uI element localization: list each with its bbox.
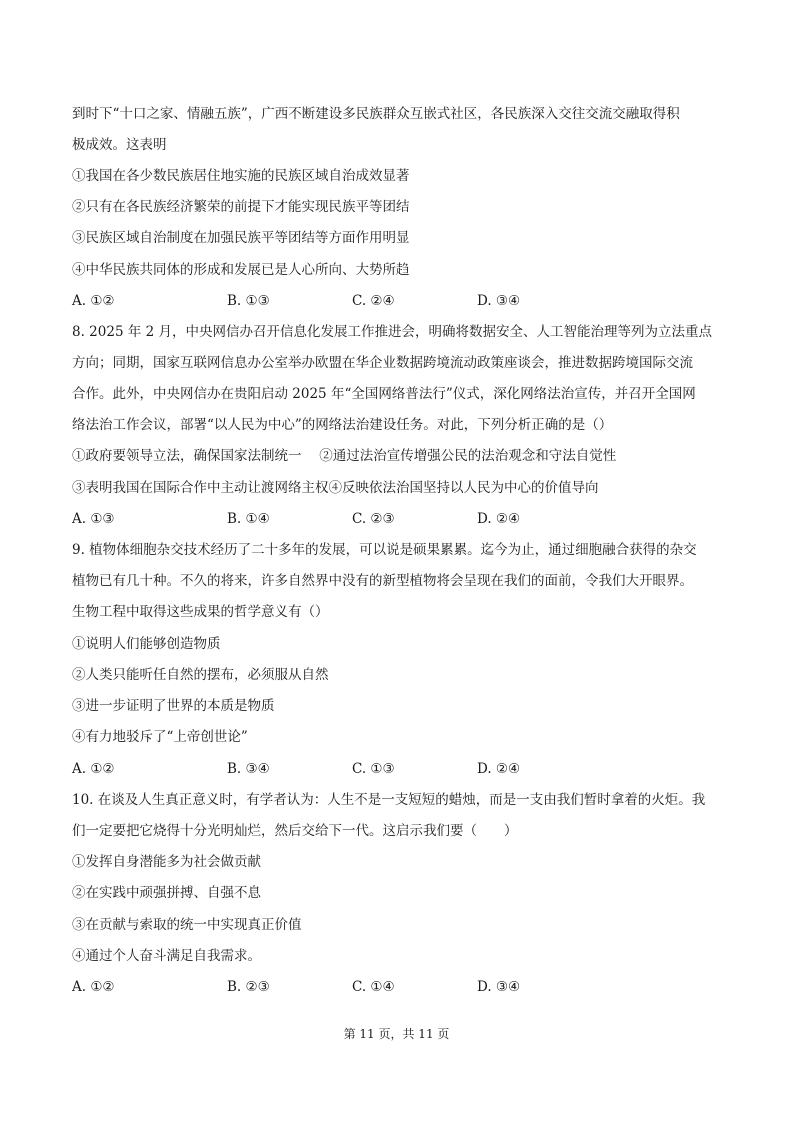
question-8-stem-line: 8. 2025 年 2 月，中央网信办召开信息化发展工作推进会，明确将数据安全、人工智能治理等列为立法重点 bbox=[72, 324, 712, 340]
question-9-stem-line: 9. 植物体细胞杂交技术经历了二十多年的发展，可以说是硕果累累。迄今为止，通过细胞融合获得的杂交 bbox=[72, 542, 697, 558]
question-8-statements-3-4: ③表明我国在国际合作中主动让渡网络主权④反映依法治国坚持以人民为中心的价值导向 bbox=[72, 480, 599, 496]
question-7-statement-3: ③民族区域自治制度在加强民族平等团结等方面作用明显 bbox=[72, 230, 410, 246]
question-9-options bbox=[72, 759, 732, 779]
document-page bbox=[72, 0, 732, 1123]
option-c: C. ①④ bbox=[352, 979, 395, 995]
question-10-options bbox=[72, 977, 732, 997]
option-d: D. ③④ bbox=[477, 979, 521, 995]
page-footer: 第 11 页，共 11 页 bbox=[343, 1027, 450, 1041]
question-8-options bbox=[72, 509, 732, 529]
option-b: B. ①④ bbox=[227, 511, 270, 527]
option-c: C. ②③ bbox=[352, 511, 395, 527]
question-8-stem-line: 络法治工作会议，部署“以人民为中心”的网络法治建设任务。对此，下列分析正确的是（） bbox=[72, 417, 613, 433]
question-9-stem-line: 植物已有几十种。不久的将来，许多自然界中没有的新型植物将会呈现在我们的面前，令我们大开眼界。 bbox=[72, 573, 693, 589]
option-b: B. ②③ bbox=[227, 979, 270, 995]
question-9-stem-line: 生物工程中取得这些成果的哲学意义有（） bbox=[72, 604, 329, 620]
option-c: C. ①③ bbox=[352, 761, 395, 777]
question-10-statement-1: ①发挥自身潜能多为社会做贡献 bbox=[72, 854, 261, 870]
option-d: D. ②④ bbox=[477, 761, 521, 777]
option-b: B. ③④ bbox=[227, 761, 270, 777]
question-8-statements-1-2: ①政府要领导立法，确保国家法制统一 ②通过法治宣传增强公民的法治观念和守法自觉性 bbox=[72, 448, 617, 464]
question-10-statement-4: ④通过个人奋斗满足自我需求。 bbox=[72, 948, 261, 964]
option-a: A. ①③ bbox=[72, 511, 115, 527]
question-7-stem-line: 到时下“十口之家、情融五族”，广西不断建设多民族群众互嵌式社区，各民族深入交往交流交融取得积 bbox=[72, 106, 680, 122]
option-a: A. ①② bbox=[72, 979, 115, 995]
question-7-statement-2: ②只有在各民族经济繁荣的前提下才能实现民族平等团结 bbox=[72, 199, 410, 215]
question-9-statement-4: ④有力地驳斥了“上帝创世论” bbox=[72, 729, 248, 745]
question-10-statement-3: ③在贡献与索取的统一中实现真正价值 bbox=[72, 917, 302, 933]
question-10-statement-2: ②在实践中顽强拼搏、自强不息 bbox=[72, 885, 261, 901]
option-a: A. ①② bbox=[72, 761, 115, 777]
option-d: D. ②④ bbox=[477, 511, 521, 527]
option-a: A. ①② bbox=[72, 293, 115, 309]
question-7-statement-1: ①我国在各少数民族居住地实施的民族区域自治成效显著 bbox=[72, 168, 410, 184]
question-10-stem-line: 10. 在谈及人生真正意义时，有学者认为：人生不是一支短短的蜡烛，而是一支由我们暂时拿着的火炬。我 bbox=[72, 792, 706, 808]
option-b: B. ①③ bbox=[227, 293, 270, 309]
question-9-statement-1: ①说明人们能够创造物质 bbox=[72, 636, 221, 652]
question-7-statement-4: ④中华民族共同体的形成和发展已是人心所向、大势所趋 bbox=[72, 262, 410, 278]
question-9-statement-3: ③进一步证明了世界的本质是物质 bbox=[72, 698, 275, 714]
option-c: C. ②④ bbox=[352, 293, 395, 309]
question-8-stem-line: 方向；同期，国家互联网信息办公室举办欧盟在华企业数据跨境流动政策座谈会，推进数据跨境国际交流 bbox=[72, 355, 693, 371]
question-8-stem-line: 合作。此外，中央网信办在贵阳启动 2025 年“全国网络普法行”仪式，深化网络法治宣传，并召开全国网 bbox=[72, 386, 696, 402]
question-7-options bbox=[72, 291, 732, 311]
question-10-stem-line: 们一定要把它烧得十分光明灿烂，然后交给下一代。这启示我们要（ ） bbox=[72, 823, 518, 839]
question-7-stem-line: 极成效。这表明 bbox=[72, 137, 167, 153]
question-9-statement-2: ②人类只能听任自然的摆布，必须服从自然 bbox=[72, 667, 329, 683]
option-d: D. ③④ bbox=[477, 293, 521, 309]
